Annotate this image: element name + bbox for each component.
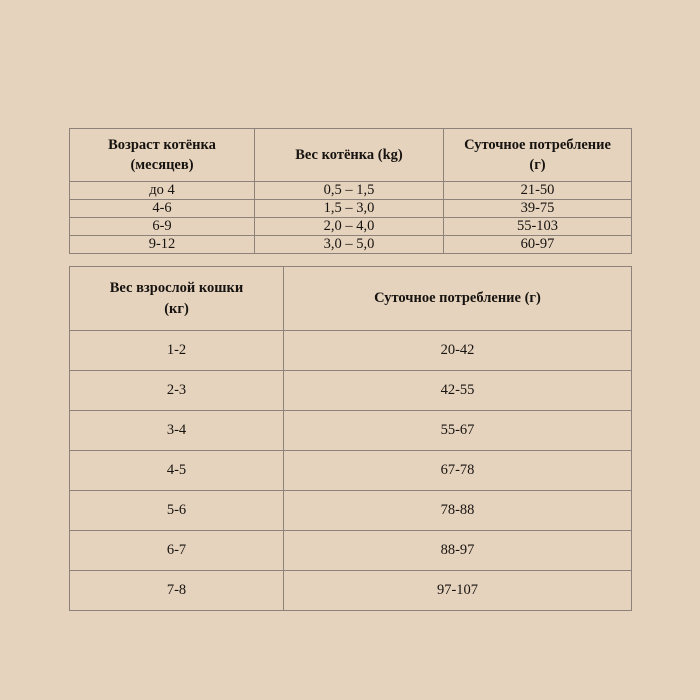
table-header-row bbox=[70, 129, 632, 182]
column-header-adult-intake-line1: Суточное потребление (г) bbox=[374, 290, 541, 306]
table-row bbox=[70, 371, 632, 411]
table-row bbox=[70, 331, 632, 371]
cell-kitten-intake: 55-103 bbox=[444, 218, 632, 236]
column-header-kitten-intake-line2: (г) bbox=[529, 156, 546, 173]
cell-kitten-intake: 39-75 bbox=[444, 200, 632, 218]
table-row bbox=[70, 218, 632, 236]
cell-kitten-intake: 21-50 bbox=[444, 182, 632, 200]
column-header-adult-weight-line1: Вес взрослой кошки bbox=[109, 279, 244, 296]
column-header-adult-weight bbox=[70, 267, 284, 331]
cell-adult-intake: 55-67 bbox=[284, 411, 632, 451]
table-row bbox=[70, 411, 632, 451]
table-row bbox=[70, 236, 632, 254]
cell-kitten-age: 6-9 bbox=[70, 218, 255, 236]
cell-adult-weight: 1-2 bbox=[70, 331, 284, 371]
cell-adult-intake: 97-107 bbox=[284, 571, 632, 611]
column-header-kitten-age bbox=[70, 129, 255, 182]
table-row bbox=[70, 451, 632, 491]
cell-kitten-weight: 0,5 – 1,5 bbox=[255, 182, 444, 200]
column-header-kitten-weight bbox=[255, 129, 444, 182]
table-row bbox=[70, 200, 632, 218]
cell-kitten-age: до 4 bbox=[70, 182, 255, 200]
column-header-kitten-weight-line1: Вес котёнка (kg) bbox=[295, 146, 403, 163]
column-header-kitten-intake-line1: Суточное потребление bbox=[464, 136, 611, 153]
table-row bbox=[70, 491, 632, 531]
table-header-row bbox=[70, 267, 632, 331]
cell-kitten-age: 4-6 bbox=[70, 200, 255, 218]
cell-adult-weight: 5-6 bbox=[70, 491, 284, 531]
column-header-kitten-intake bbox=[444, 129, 632, 182]
cell-kitten-weight: 2,0 – 4,0 bbox=[255, 218, 444, 236]
table-row bbox=[70, 182, 632, 200]
column-header-adult-weight-line2: (кг) bbox=[164, 300, 189, 317]
cell-kitten-intake: 60-97 bbox=[444, 236, 632, 254]
kitten-feeding-table bbox=[69, 128, 632, 254]
cell-adult-intake: 67-78 bbox=[284, 451, 632, 491]
column-header-kitten-age-line2: (месяцев) bbox=[130, 156, 194, 173]
cell-kitten-weight: 1,5 – 3,0 bbox=[255, 200, 444, 218]
cell-kitten-weight: 3,0 – 5,0 bbox=[255, 236, 444, 254]
cell-adult-weight: 2-3 bbox=[70, 371, 284, 411]
cell-adult-weight: 7-8 bbox=[70, 571, 284, 611]
adult-cat-feeding-table bbox=[69, 266, 632, 611]
cell-adult-intake: 42-55 bbox=[284, 371, 632, 411]
cell-adult-weight: 6-7 bbox=[70, 531, 284, 571]
cell-adult-intake: 20-42 bbox=[284, 331, 632, 371]
cell-adult-intake: 78-88 bbox=[284, 491, 632, 531]
cell-adult-weight: 4-5 bbox=[70, 451, 284, 491]
table-row bbox=[70, 571, 632, 611]
cell-kitten-age: 9-12 bbox=[70, 236, 255, 254]
table-row bbox=[70, 531, 632, 571]
column-header-adult-intake bbox=[284, 267, 632, 331]
column-header-kitten-age-line1: Возраст котёнка bbox=[108, 136, 216, 153]
cell-adult-weight: 3-4 bbox=[70, 411, 284, 451]
cell-adult-intake: 88-97 bbox=[284, 531, 632, 571]
